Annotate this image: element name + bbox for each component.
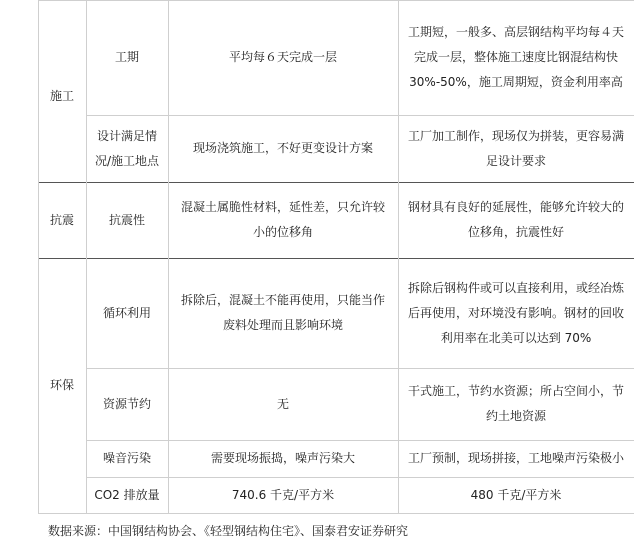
category-construction: 施工 [49, 88, 74, 103]
steel-cell: 钢材具有良好的延展性，能够允许较大的位移角，抗震性好 [407, 200, 624, 239]
attribute-cell: 设计满足情况/施工地点 [94, 128, 160, 168]
attribute-cell: CO2 排放量 [94, 487, 160, 502]
steel-cell: 拆除后钢构件或可以直接利用，或经冶炼后再使用，对环境没有影响。钢材的回收利用率在北美可以达到 70% [407, 280, 624, 345]
steel-cell: 工期短，一般多、高层钢结构平均每４天完成一层，整体施工速度比钢混结构快30%-50%，施工周期短，资金利用率高 [407, 25, 624, 89]
attribute-cell: 工期 [114, 50, 139, 64]
attribute-cell: 资源节约 [102, 396, 151, 411]
table-bottom-border [38, 513, 634, 514]
concrete-cell: 混凝土属脆性材料，延性差，只允许较小的位移角 [180, 200, 385, 239]
comparison-table [38, 0, 634, 514]
concrete-cell: 无 [276, 396, 289, 411]
steel-cell: 干式施工，节约水资源；所占空间小，节约土地资源 [407, 384, 624, 423]
category-environment: 环保 [49, 378, 74, 392]
attribute-cell: 抗震性 [108, 212, 145, 227]
concrete-cell: 需要现场振捣，噪声污染大 [210, 451, 355, 465]
concrete-cell: 拆除后，混凝土不能再使用，只能当作废料处理而且影响环境 [180, 293, 385, 332]
source-note: 数据来源：中国钢结构协会、《轻型钢结构住宅》、国泰君安证券研究 [48, 524, 409, 538]
concrete-cell: 现场浇筑施工，不好更变设计方案 [192, 141, 373, 155]
category-seismic: 抗震 [49, 212, 74, 227]
concrete-cell: 740.6 千克/平方米 [231, 487, 335, 502]
attribute-cell: 噪音污染 [102, 451, 151, 465]
steel-cell: 工厂加工制作，现场仅为拼装，更容易满足设计要求 [407, 128, 624, 168]
steel-cell: 工厂预制，现场拼接，工地噪声污染极小 [407, 451, 624, 465]
attribute-cell: 循环利用 [102, 305, 151, 320]
concrete-cell: 平均每６天完成一层 [228, 50, 337, 64]
steel-cell: 480 千克/平方米 [470, 487, 562, 502]
